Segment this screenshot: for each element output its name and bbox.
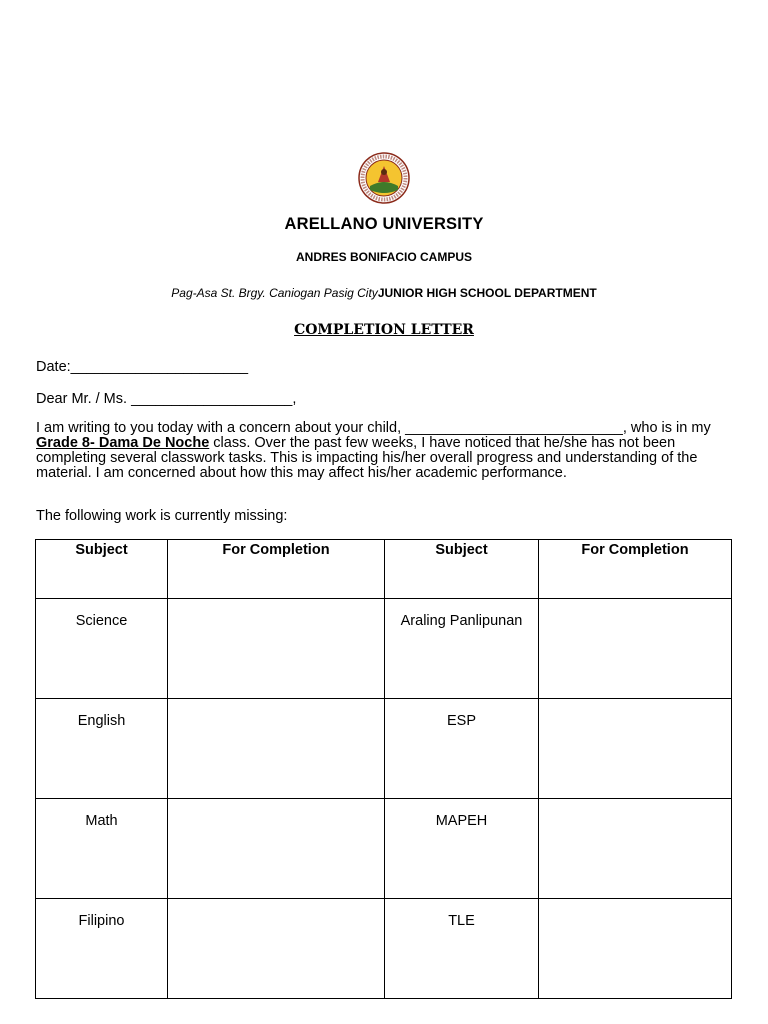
subject-cell: Math — [36, 799, 168, 899]
completion-cell[interactable] — [539, 799, 732, 899]
completion-cell[interactable] — [168, 799, 385, 899]
completion-cell[interactable] — [539, 699, 732, 799]
letter-body — [36, 421, 726, 481]
header-subject-2: Subject — [385, 540, 539, 599]
table-row — [36, 799, 732, 899]
completion-cell[interactable] — [168, 699, 385, 799]
department: JUNIOR HIGH SCHOOL DEPARTMENT — [377, 286, 597, 300]
table-row — [36, 599, 732, 699]
salutation-line: Dear Mr. / Ms. ____________________, — [36, 391, 297, 407]
body-text-1: I am writing to you today with a concern about your child, ___________________________, who is in my — [36, 420, 711, 436]
subject-cell: Science — [36, 599, 168, 699]
subject-cell: TLE — [385, 899, 539, 999]
university-name: ARELLANO UNIVERSITY — [284, 215, 484, 233]
body-text-2: class. Over the past few weeks, I have noticed that he/she has not been completing several classwork tasks. This is impacting his/her overall progress and understanding of the material. I am concerned about how this may affect his/her academic performance. — [36, 435, 698, 481]
completion-cell[interactable] — [168, 599, 385, 699]
table-row — [36, 699, 732, 799]
university-seal-logo — [358, 152, 410, 204]
completion-cell[interactable] — [168, 899, 385, 999]
missing-work-intro: The following work is currently missing: — [36, 508, 288, 524]
address: Pag-Asa St. Brgy. Caniogan Pasig City — [171, 286, 378, 300]
subject-cell: English — [36, 699, 168, 799]
completion-cell[interactable] — [539, 599, 732, 699]
header-subject-1: Subject — [36, 540, 168, 599]
class-name: Grade 8- Dama De Noche — [36, 435, 210, 451]
subject-cell: Araling Panlipunan — [385, 599, 539, 699]
missing-work-table — [35, 539, 732, 999]
subject-cell: ESP — [385, 699, 539, 799]
table-row — [36, 899, 732, 999]
letter-title: COMPLETION LETTER — [294, 322, 474, 338]
address-line — [0, 286, 768, 300]
date-line: Date:______________________ — [36, 359, 249, 375]
header-for-completion-2: For Completion — [539, 540, 732, 599]
header-for-completion-1: For Completion — [168, 540, 385, 599]
completion-cell[interactable] — [539, 899, 732, 999]
subject-cell: MAPEH — [385, 799, 539, 899]
table-header-row — [36, 540, 732, 599]
subject-cell: Filipino — [36, 899, 168, 999]
campus-name: ANDRES BONIFACIO CAMPUS — [295, 250, 472, 264]
